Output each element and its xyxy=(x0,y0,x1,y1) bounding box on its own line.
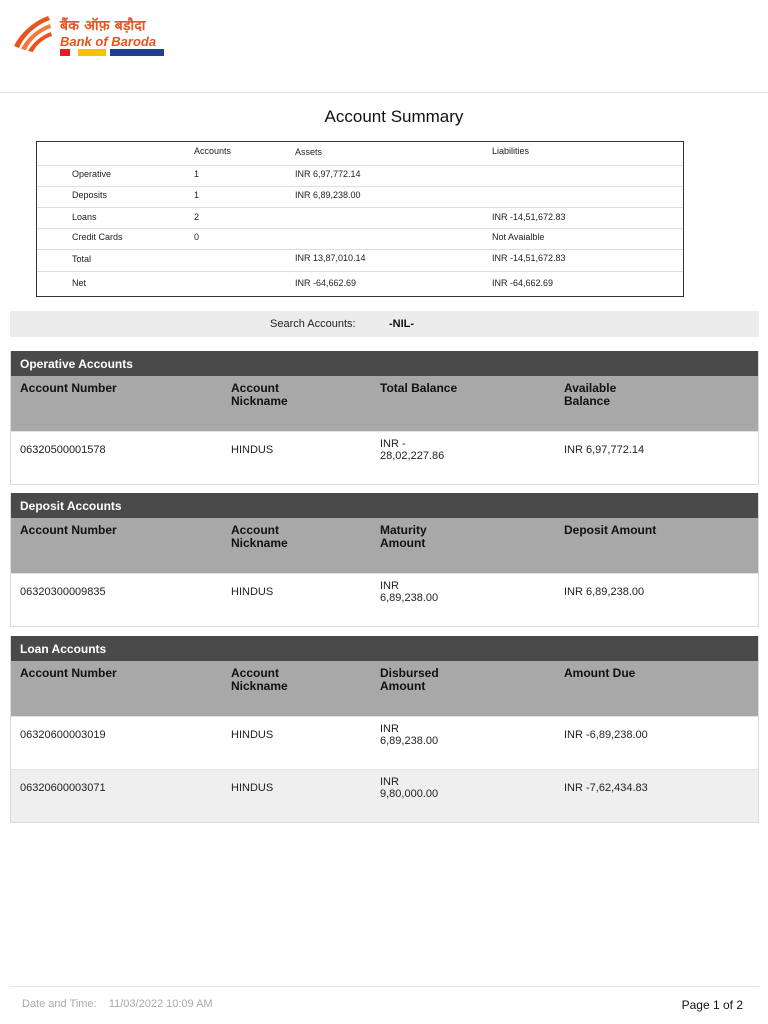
page-title: Account Summary xyxy=(324,107,464,126)
column-header-total-balance: Total Balance xyxy=(380,381,458,395)
account-nickname: HINDUS xyxy=(231,729,274,741)
summary-row-label: Total xyxy=(72,254,92,264)
table-header xyxy=(11,661,758,716)
summary-row-label: Operative xyxy=(72,169,112,179)
column-header-account-number: Account Number xyxy=(20,381,117,395)
summary-row-liabilities: INR -14,51,672.83 xyxy=(492,253,566,263)
table-row[interactable] xyxy=(11,769,758,822)
account-summary-table xyxy=(36,141,684,297)
account-nickname: HINDUS xyxy=(231,444,274,456)
amount-due: INR -6,89,238.00 xyxy=(564,729,648,741)
table-header xyxy=(11,376,758,431)
date-time-label: Date and Time: xyxy=(22,998,97,1010)
account-nickname: HINDUS xyxy=(231,586,274,598)
summary-row-liabilities: INR -64,662.69 xyxy=(492,278,554,288)
summary-row xyxy=(37,249,683,271)
column-header-account-number: Account Number xyxy=(20,666,117,680)
section-title: Loan Accounts xyxy=(11,636,758,661)
column-header-amount-due: Amount Due xyxy=(564,666,636,680)
summary-row-accounts: 1 xyxy=(194,169,200,179)
summary-row xyxy=(37,165,683,186)
search-accounts-label: Search Accounts: xyxy=(270,318,356,330)
section-title: Operative Accounts xyxy=(11,351,758,376)
column-header-maturity-amount: Maturity Amount xyxy=(380,523,427,550)
table-row[interactable] xyxy=(11,431,758,484)
summary-row-accounts: 2 xyxy=(194,212,200,222)
amount-due: INR -7,62,434.83 xyxy=(564,782,648,794)
table-header xyxy=(11,518,758,573)
column-header-available-balance: Available Balance xyxy=(564,381,617,408)
maturity-amount-currency: INR xyxy=(380,580,399,592)
deposit-accounts-section xyxy=(10,493,759,627)
account-number[interactable]: 06320500001578 xyxy=(20,444,106,456)
operative-accounts-section xyxy=(10,351,759,485)
total-balance-amount: 28,02,227.86 xyxy=(380,450,445,462)
search-accounts-value[interactable]: -NIL- xyxy=(389,318,415,330)
summary-row xyxy=(37,228,683,249)
summary-row xyxy=(37,271,683,296)
summary-header-assets: Assets xyxy=(295,147,323,157)
maturity-amount-value: 6,89,238.00 xyxy=(380,592,439,604)
column-header-deposit-amount: Deposit Amount xyxy=(564,523,657,537)
column-header-account-nickname: Account Nickname xyxy=(231,666,288,693)
bank-of-baroda-sunrays-logo-icon xyxy=(12,14,54,54)
summary-row-assets: INR 6,97,772.14 xyxy=(295,169,361,179)
column-header-account-number: Account Number xyxy=(20,523,117,537)
available-balance: INR 6,97,772.14 xyxy=(564,444,645,456)
disbursed-amount-value: 6,89,238.00 xyxy=(380,735,439,747)
summary-row xyxy=(37,186,683,207)
page-footer xyxy=(10,986,759,1024)
account-number[interactable]: 06320600003019 xyxy=(20,729,106,741)
summary-row-accounts: 1 xyxy=(194,190,200,200)
table-row[interactable] xyxy=(11,716,758,769)
summary-row-label: Credit Cards xyxy=(72,232,123,242)
page-number: Page 1 of 2 xyxy=(681,998,743,1012)
disbursed-amount-currency: INR xyxy=(380,776,399,788)
total-balance-currency: INR - xyxy=(380,438,406,450)
summary-header-liabilities: Liabilities xyxy=(492,146,530,156)
disbursed-amount-value: 9,80,000.00 xyxy=(380,788,439,800)
column-header-account-nickname: Account Nickname xyxy=(231,523,288,550)
bank-name-hindi: बैंक ऑफ़ बड़ौदा xyxy=(60,18,146,34)
bank-logo[interactable] xyxy=(12,12,212,62)
summary-row-label: Net xyxy=(72,278,87,288)
search-accounts-bar xyxy=(10,311,759,337)
section-title: Deposit Accounts xyxy=(11,493,758,518)
summary-row-assets: INR 13,87,010.14 xyxy=(295,253,366,263)
summary-header-accounts: Accounts xyxy=(194,146,232,156)
disbursed-amount-currency: INR xyxy=(380,723,399,735)
summary-row xyxy=(37,207,683,228)
column-header-account-nickname: Account Nickname xyxy=(231,381,288,408)
account-number[interactable]: 06320600003071 xyxy=(20,782,106,794)
summary-row-label: Deposits xyxy=(72,190,108,200)
date-time-value: 11/03/2022 10:09 AM xyxy=(108,998,213,1010)
bank-name: Bank of Baroda xyxy=(60,34,157,49)
summary-row-assets: INR -64,662.69 xyxy=(295,278,357,288)
summary-row-assets: INR 6,89,238.00 xyxy=(295,190,361,200)
table-row[interactable] xyxy=(11,573,758,626)
summary-row-accounts: 0 xyxy=(194,232,200,242)
date-time xyxy=(22,998,213,1010)
loan-accounts-section xyxy=(10,636,759,823)
deposit-amount: INR 6,89,238.00 xyxy=(564,586,645,598)
page-header xyxy=(0,0,768,93)
logo-color-strip xyxy=(60,49,164,56)
summary-row-label: Loans xyxy=(72,212,97,222)
account-number[interactable]: 06320300009835 xyxy=(20,586,106,598)
account-nickname: HINDUS xyxy=(231,782,274,794)
column-header-disbursed-amount: Disbursed Amount xyxy=(380,666,439,693)
summary-row-liabilities: INR -14,51,672.83 xyxy=(492,212,566,222)
summary-header-row xyxy=(37,142,683,165)
summary-row-liabilities: Not Avaialble xyxy=(492,232,545,242)
